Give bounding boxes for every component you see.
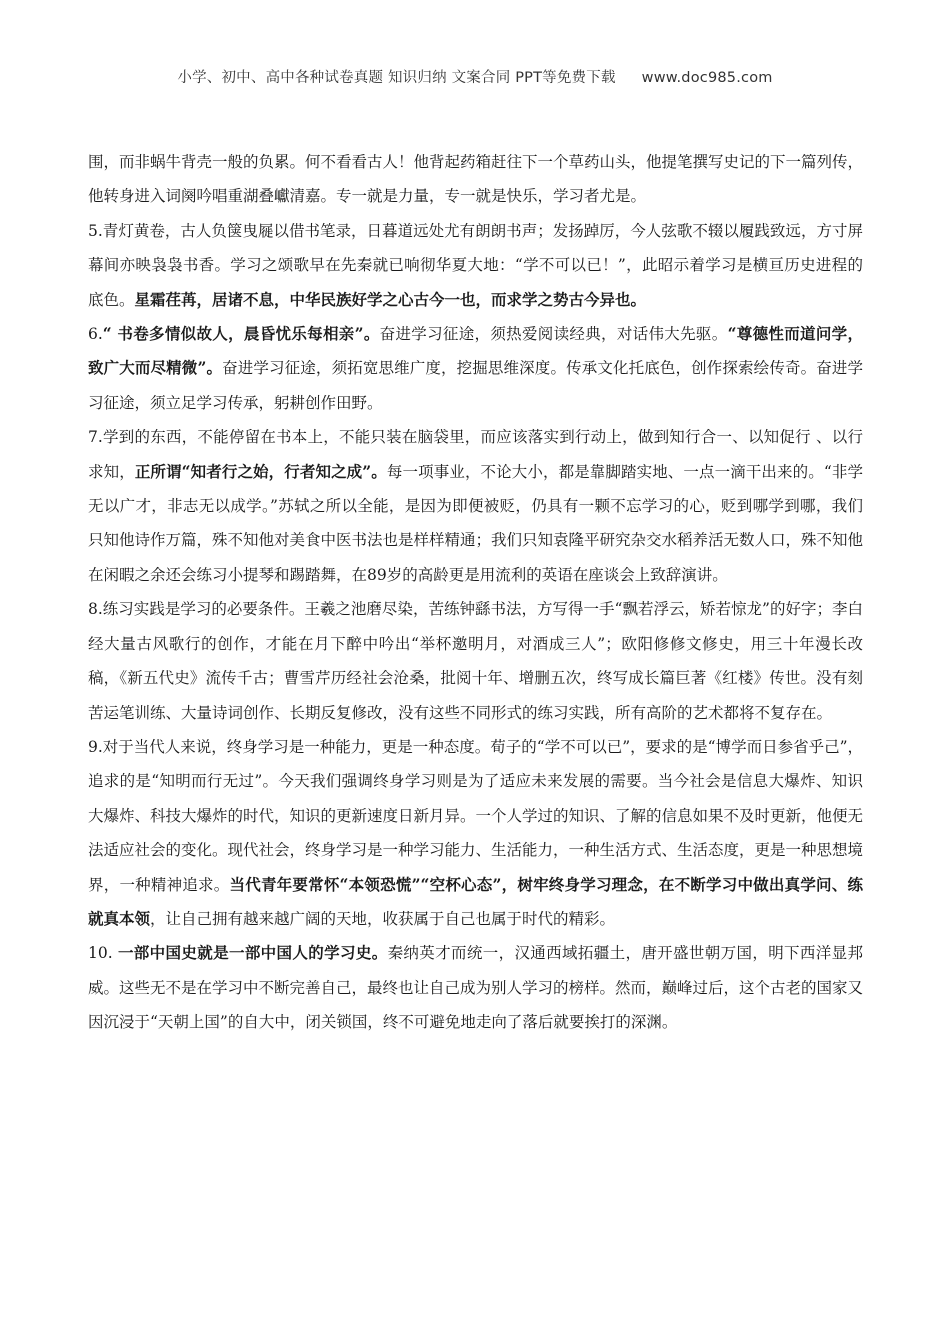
bold-text: 当代青年要常怀“本领恐慌”“空杯心态”，树牢终身学习理念，在不断学习中做出真学问、练就真本领	[88, 874, 863, 928]
paragraph-p8	[88, 592, 863, 730]
bold-text: “尊德性而道问学，致广大而尽精微”。	[88, 324, 863, 378]
body-text: 6.	[88, 325, 103, 344]
paragraph-p5	[88, 214, 863, 317]
header-url[interactable]: www.doc985.com	[641, 70, 773, 86]
body-text: 围，而非蜗牛背壳一般的负累。何不看看古人！他背起药箱赶往下一个草药山头，他提笔撰写史记的下一篇列传，他转身进入词阕吟唱重湖叠巘清嘉。专一就是力量，专一就是快乐，学习者尤是。	[88, 153, 864, 206]
body-text: 奋进学习征途，须拓宽思维广度，挖掘思维深度。传承文化托底色，创作探索绘传奇。奋进学习征途，须立足学习传承，躬耕创作田野。	[88, 359, 863, 412]
body-text: 7.学到的东西，不能停留在书本上，不能只装在脑袋里，而应该落实到行动上，做到知行合一、以知促行 、以行求知，	[88, 428, 863, 481]
body-text: ，让自己拥有越来越广阔的天地，收获属于自己也属于时代的精彩。	[150, 909, 616, 928]
body-text: 奋进学习征途，须热爱阅读经典，对话伟大先驱。	[379, 325, 728, 344]
page-header	[0, 66, 950, 87]
body-text: 10.	[88, 944, 118, 963]
paragraph-p6	[88, 317, 863, 420]
body-text: 5.青灯黄卷，古人负箧曳屣以借书笔录，日暮道远处尤有朗朗书声；发扬踔厉，今人弦歌不辍以履践致远，方寸屏幕间亦映袅袅书香。学习之颂歌早在先秦就已响彻华夏大地：“学不可以已！”，此昭示着学习是横亘历史进程的底色。	[88, 221, 863, 309]
body-text: 9.对于当代人来说，终身学习是一种能力，更是一种态度。荀子的“学不可以已”，要求的是“博学而日参省乎己”，追求的是“知明而行无过”。今天我们强调终身学习则是为了适应未来发展的需要。当今社会是信息大爆炸、知识大爆炸、科技大爆炸的时代，知识的更新速度日新月异。一个人学过的知识、了解的信息如果不及时更新，他便无法适应社会的变化。现代社会，终身学习是一种学习能力、生活能力，一种生活方式、生活态度，更是一种思想境界，一种精神追求。	[88, 737, 864, 894]
paragraph-p9	[88, 730, 863, 936]
body-text: 8.练习实践是学习的必要条件。王羲之池磨尽染，苦练钟繇书法，方写得一手“飘若浮云，矫若惊龙”的好字；李白经大量古风歌行的创作，才能在月下醉中吟出“举杯邀明月，对酒成三人”；欧阳修修文修史，用三十年漫长改稿，《新五代史》流传千古；曹雪芹历经社会沧桑，批阅十年、增删五次，终写成长篇巨著《红楼》传世。没有刻苦运笔训练、大量诗词创作、长期反复修改，没有这些不同形式的练习实践，所有高阶的艺术都将不复存在。	[88, 600, 863, 722]
bold-text: 星霜荏苒，居诸不息，中华民族好学之心古今一也，而求学之势古今异也。	[134, 289, 647, 309]
bold-text: 一部中国史就是一部中国人的学习史。	[117, 943, 388, 963]
header-text: 小学、初中、高中各种试卷真题 知识归纳 文案合同 PPT等免费下载	[177, 70, 616, 86]
body-text: 每一项事业，不论大小，都是靠脚踏实地、一点一滴干出来的。“非学无以广才，非志无以成学。”苏轼之所以全能，是因为即便被贬，仍具有一颗不忘学习的心，贬到哪学到哪，我们只知他诗作万篇，殊不知他对美食中医书法也是样样精通；我们只知袁隆平研究杂交水稻养活无数人口，殊不知他在闲暇之余还会练习小提琴和踢踏舞，在89岁的高龄更是用流利的英语在座谈会上致辞演讲。	[88, 462, 864, 584]
document-body	[88, 145, 863, 1040]
bold-text: “ 书卷多情似故人，晨昏忧乐每相亲”。	[102, 324, 380, 344]
body-text: 秦纳英才而统一，汉通西域拓疆土，唐开盛世朝万国，明下西洋显邦威。这些无不是在学习中不断完善自己，最终也让自己成为别人学习的榜样。然而，巅峰过后，这个古老的国家又因沉浸于“天朝上国”的自大中，闭关锁国，终不可避免地走向了落后就要挨打的深渊。	[88, 944, 864, 1032]
paragraph-p10	[88, 936, 863, 1039]
paragraph-p4	[88, 145, 863, 214]
paragraph-p7	[88, 420, 863, 592]
bold-text: 正所谓“知者行之始，行者知之成”。	[134, 461, 387, 481]
